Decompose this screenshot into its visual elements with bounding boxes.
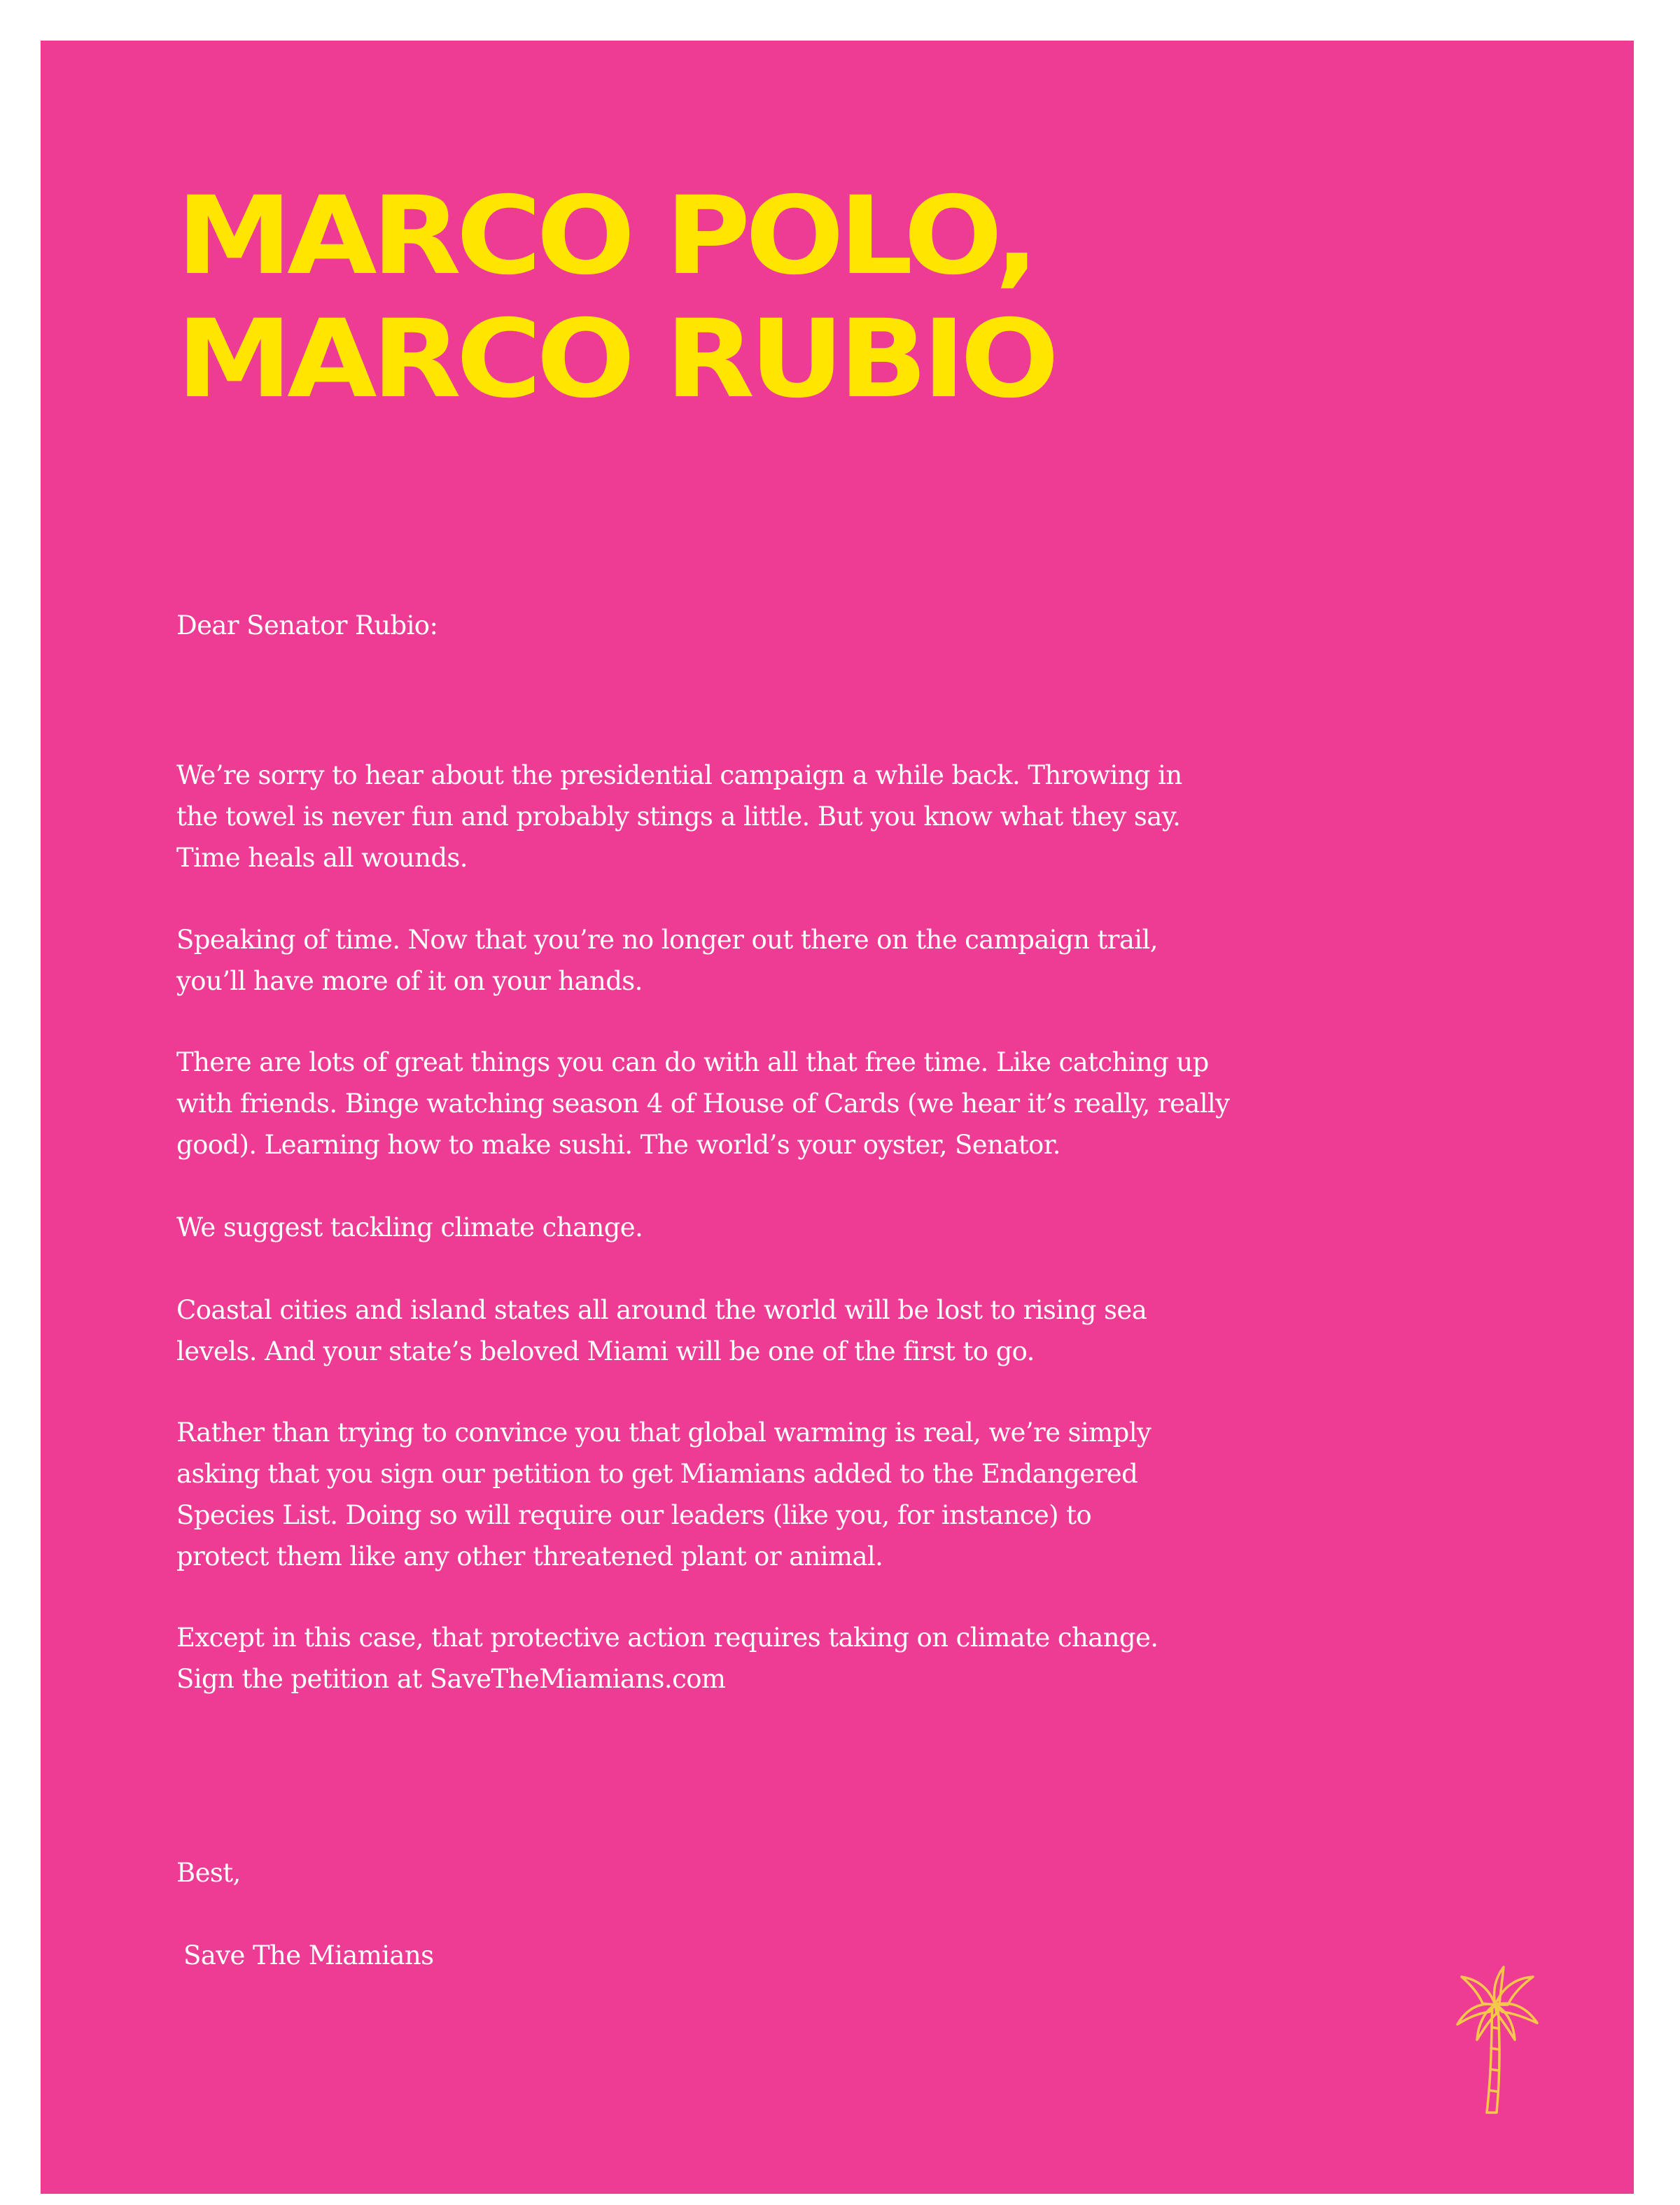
- paragraph-line: Sign the petition at SaveTheMiamians.com: [176, 1664, 726, 1694]
- paragraph-line: Except in this case, that protective action requires taking on climate change.: [176, 1623, 1158, 1653]
- poster: [41, 41, 1634, 2194]
- letter-paragraph-1: [176, 755, 1182, 878]
- letter-paragraph-2: [176, 919, 1158, 1002]
- signature: Save The Miamians: [183, 1940, 434, 1970]
- paragraph-line: Coastal cities and island states all around the world will be lost to rising sea: [176, 1295, 1147, 1325]
- headline-line-2: MARCO RUBIO: [176, 297, 1054, 422]
- paragraph-line: Speaking of time. Now that you’re no longer out there on the campaign trail,: [176, 925, 1158, 955]
- paragraph-line: Rather than trying to convince you that global warming is real, we’re simply: [176, 1418, 1152, 1448]
- paragraph-line: Time heals all wounds.: [176, 843, 468, 873]
- paragraph-line: good). Learning how to make sushi. The world’s your oyster, Senator.: [176, 1130, 1060, 1160]
- letter-paragraph-6: [176, 1412, 1151, 1577]
- headline-line-1: MARCO POLO,: [176, 174, 1034, 299]
- paragraph-line: levels. And your state’s beloved Miami will be one of the first to go.: [176, 1336, 1035, 1366]
- paragraph-line: protect them like any other threatened plant or animal.: [176, 1541, 883, 1572]
- paragraph-line: with friends. Binge watching season 4 of House of Cards (we hear it’s really, really: [176, 1088, 1230, 1119]
- letter-paragraph-7: [176, 1617, 1158, 1700]
- letter-paragraph-4: [176, 1207, 643, 1248]
- paragraph-line: Species List. Doing so will require our leaders (like you, for instance) to: [176, 1500, 1092, 1530]
- headline: [176, 175, 1054, 421]
- letter-paragraph-5: [176, 1289, 1147, 1372]
- closing: Best,: [176, 1858, 241, 1888]
- letter-paragraph-3: [176, 1042, 1229, 1166]
- palm-tree-icon: [1448, 1964, 1546, 2118]
- paragraph-line: There are lots of great things you can do with all that free time. Like catching up: [176, 1047, 1209, 1077]
- paragraph-line: asking that you sign our petition to get Miamians added to the Endangered: [176, 1459, 1138, 1489]
- paragraph-line: you’ll have more of it on your hands.: [176, 966, 643, 996]
- paragraph-line: We suggest tackling climate change.: [176, 1212, 643, 1242]
- paragraph-line: We’re sorry to hear about the presidential campaign a while back. Throwing in: [176, 760, 1182, 790]
- paragraph-line: the towel is never fun and probably stings a little. But you know what they say.: [176, 802, 1181, 832]
- salutation: Dear Senator Rubio:: [176, 610, 438, 640]
